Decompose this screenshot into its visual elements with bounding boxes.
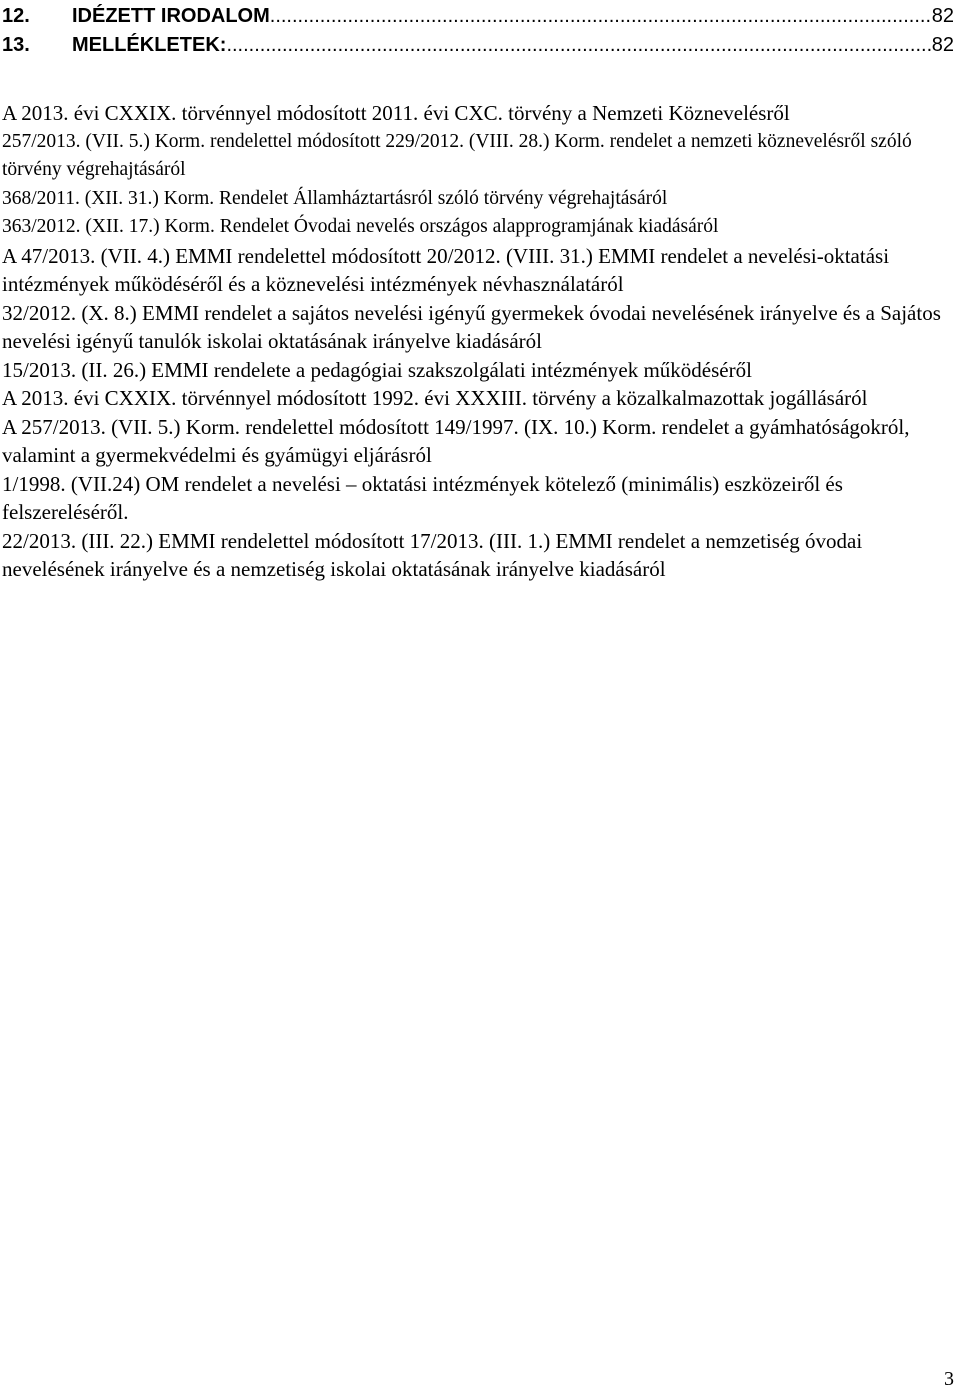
- reference-item: 368/2011. (XII. 31.) Korm. Rendelet Államháztartásról szóló törvény végrehajtásáról: [2, 187, 668, 209]
- reference-item: 1/1998. (VII.24) OM rendelet a nevelési – oktatási intézmények kötelező (minimális) eszközeiről és felszereléséről.: [2, 471, 843, 524]
- table-of-contents: [2, 2, 954, 60]
- reference-item: 32/2012. (X. 8.) EMMI rendelet a sajátos nevelési igényű gyermekek óvodai nevelésének irányelve és a Sajátos nevelési igényű tanulók iskolai oktatásának irányelve kiadásáról: [2, 300, 941, 353]
- reference-item: A 2013. évi CXXIX. törvénnyel módosított 2011. évi CXC. törvény a Nemzeti Köznevelésről: [2, 101, 790, 125]
- toc-entry[interactable]: [2, 2, 954, 31]
- toc-entry-title: MELLÉKLETEK:: [72, 34, 227, 56]
- reference-item: A 47/2013. (VII. 4.) EMMI rendelettel módosított 20/2012. (VIII. 31.) EMMI rendelet a nevelési-oktatási intézmények működéséről és a köznevelési intézmények névhasználatáról: [2, 243, 890, 296]
- toc-entry-page: 82: [931, 5, 954, 27]
- toc-leader-dots: [226, 31, 931, 60]
- toc-leader-dots: [270, 2, 932, 31]
- toc-entry[interactable]: [2, 31, 954, 60]
- reference-item: 15/2013. (II. 26.) EMMI rendelete a pedagógiai szakszolgálati intézmények működéséről: [2, 357, 752, 382]
- reference-item: A 257/2013. (VII. 5.) Korm. rendelettel módosított 149/1997. (IX. 10.) Korm. rendelet a gyámhatóságokról, valamint a gyermekvédelmi és gyámügyi eljárásról: [2, 414, 910, 467]
- reference-item: 363/2012. (XII. 17.) Korm. Rendelet Óvodai nevelés országos alapprogramjának kiadásáról: [2, 216, 719, 237]
- reference-list: [2, 99, 947, 584]
- reference-item: 22/2013. (III. 22.) EMMI rendelettel módosított 17/2013. (III. 1.) EMMI rendelet a nemzetiség óvodai nevelésének irányelve és a nemzetiség iskolai oktatásának irányelve kiadásáról: [2, 528, 863, 581]
- reference-item: 257/2013. (VII. 5.) Korm. rendelettel módosított 229/2012. (VIII. 28.) Korm. rendelet a nemzeti köznevelésről szóló törvény végrehajtásáról: [2, 130, 912, 180]
- toc-entry-page: 82: [931, 34, 954, 56]
- toc-entry-number: 12.: [2, 5, 30, 27]
- toc-entry-title: IDÉZETT IRODALOM: [72, 5, 270, 27]
- page-number: 3: [944, 1368, 954, 1390]
- toc-entry-number: 13.: [2, 34, 30, 56]
- reference-item: A 2013. évi CXXIX. törvénnyel módosított 1992. évi XXXIII. törvény a közalkalmazottak jogállásáról: [2, 386, 868, 410]
